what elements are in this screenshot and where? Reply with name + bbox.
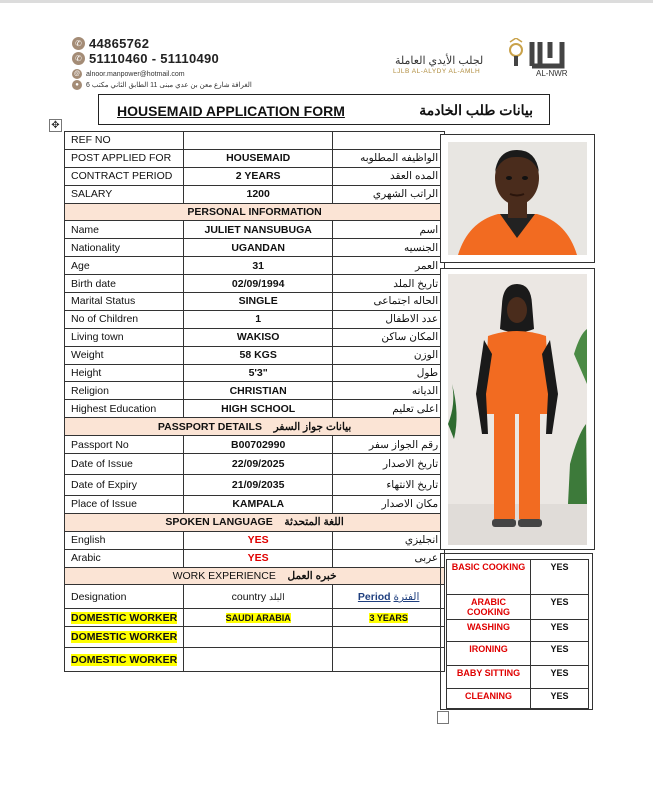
skill-row [447, 689, 589, 709]
resize-handle[interactable] [437, 711, 449, 724]
children-label: No of Children [65, 310, 184, 328]
name-label: Name [65, 221, 184, 239]
expiry-date-label: Date of Expiry [65, 475, 184, 496]
age-value: 31 [184, 257, 333, 275]
salary-label: SALARY [65, 185, 184, 203]
table-row [65, 293, 445, 311]
period-header-arabic: الفترة [393, 590, 420, 603]
skill-name: CLEANING [447, 689, 531, 709]
passport-no-arabic: رقم الجواز سفر [333, 436, 445, 454]
marital-label: Marital Status [65, 293, 184, 311]
logo-english: LJLB AL-ALYDY AL-AMLH [393, 68, 481, 75]
contract-value: 2 YEARS [184, 167, 333, 185]
height-value: 5'3" [184, 364, 333, 382]
experience-period: 3 YEARS [369, 612, 408, 623]
form-title-english: HOUSEMAID APPLICATION FORM [117, 103, 345, 119]
skills-table [446, 559, 589, 709]
skill-value: YES [531, 666, 589, 689]
table-row [65, 275, 445, 293]
email-icon: @ [73, 71, 81, 77]
english-arabic: انجليزي [333, 531, 445, 549]
contract-label: CONTRACT PERIOD [65, 167, 184, 185]
experience-designation: DOMESTIC WORKER [71, 653, 178, 666]
skill-value: YES [531, 595, 589, 620]
skill-name: IRONING [447, 642, 531, 666]
expiry-date-arabic: تاريخ الانتهاء [333, 475, 445, 496]
passport-no-value: B00702990 [184, 436, 333, 454]
section-header-language [65, 513, 445, 531]
table-row [65, 609, 445, 627]
country-header-arabic: البلد [269, 591, 285, 602]
email: alnoor.manpower@hotmail.com [86, 70, 185, 78]
issue-date-value: 22/09/2025 [184, 454, 333, 475]
passport-heading-en: PASSPORT DETAILS [157, 420, 262, 433]
religion-value: CHRISTIAN [184, 382, 333, 400]
issue-date-arabic: تاريخ الاصدار [333, 454, 445, 475]
religion-arabic: الديانه [333, 382, 445, 400]
full-body-photo [448, 274, 587, 545]
email-line [72, 69, 185, 79]
table-row [65, 310, 445, 328]
skill-value: YES [531, 560, 589, 595]
skill-row [447, 666, 589, 689]
nationality-label: Nationality [65, 239, 184, 257]
table-row [65, 257, 445, 275]
table-row [65, 149, 445, 167]
post-label: POST APPLIED FOR [65, 149, 184, 167]
marital-arabic: الحاله اجتماعى [333, 293, 445, 311]
table-row [65, 648, 445, 672]
issue-date-label: Date of Issue [65, 454, 184, 475]
salary-arabic: الراتب الشهري [333, 185, 445, 203]
weight-arabic: الوزن [333, 346, 445, 364]
experience-heading-ar: خبره العمل [287, 570, 337, 583]
town-value: WAKISO [184, 328, 333, 346]
name-arabic: اسم [333, 221, 445, 239]
table-row [65, 185, 445, 203]
passport-heading-ar: بيانات جواز السفر [273, 420, 352, 433]
arabic-value: YES [184, 549, 333, 567]
phone-line-1 [72, 36, 149, 51]
table-row [65, 167, 445, 185]
skill-value: YES [531, 642, 589, 666]
skill-name: BABY SITTING [447, 666, 531, 689]
table-row [65, 364, 445, 382]
religion-label: Religion [65, 382, 184, 400]
experience-country [184, 627, 333, 648]
section-header-personal [65, 203, 445, 221]
experience-country [184, 648, 333, 672]
phone-icon: ✆ [72, 37, 85, 50]
experience-designation: DOMESTIC WORKER [71, 631, 178, 644]
skill-value: YES [531, 689, 589, 709]
skill-name: BASIC COOKING [447, 560, 531, 595]
address-line [72, 80, 252, 90]
skill-row [447, 560, 589, 595]
marital-value: SINGLE [184, 293, 333, 311]
english-label: English [65, 531, 184, 549]
skill-value: YES [531, 620, 589, 642]
height-arabic: طول [333, 364, 445, 382]
skill-row [447, 642, 589, 666]
age-arabic: العمر [333, 257, 445, 275]
expiry-date-value: 21/09/2035 [184, 475, 333, 496]
phone-1: 44865762 [89, 36, 150, 51]
children-arabic: عدد الاطفال [333, 310, 445, 328]
ref-no-arabic [333, 132, 445, 150]
headshot-frame [440, 134, 595, 263]
birth-date-arabic: تاريخ الملد [333, 275, 445, 293]
education-label: Highest Education [65, 400, 184, 418]
place-issue-value: KAMPALA [184, 496, 333, 514]
table-row [65, 585, 445, 609]
weight-value: 58 KGS [184, 346, 333, 364]
name-value: JULIET NANSUBUGA [184, 221, 333, 239]
table-row [65, 475, 445, 496]
page-top-edge [0, 0, 653, 3]
table-row [65, 627, 445, 648]
section-header-experience [65, 567, 445, 585]
birth-date-value: 02/09/1994 [184, 275, 333, 293]
table-row [65, 436, 445, 454]
passport-no-label: Passport No [65, 436, 184, 454]
headshot-photo [448, 142, 587, 255]
phone-line-2 [72, 51, 219, 66]
skill-row [447, 620, 589, 642]
town-arabic: المكان ساكن [333, 328, 445, 346]
town-label: Living town [65, 328, 184, 346]
post-value: HOUSEMAID [184, 149, 333, 167]
form-title-box [98, 94, 550, 125]
table-row [65, 496, 445, 514]
experience-designation: DOMESTIC WORKER [71, 611, 178, 624]
arabic-arabic: عربى [333, 549, 445, 567]
contract-arabic: المده العقد [333, 167, 445, 185]
table-row [65, 132, 445, 150]
table-row [65, 531, 445, 549]
experience-period [333, 648, 445, 672]
height-label: Height [65, 364, 184, 382]
full-body-frame [440, 268, 595, 550]
phone-2: 51110460 - 51110490 [89, 51, 220, 66]
experience-period [333, 627, 445, 648]
period-header: Period [357, 590, 391, 603]
education-arabic: اعلى تعليم [333, 400, 445, 418]
whatsapp-icon: ✆ [72, 52, 85, 65]
ref-no-label: REF NO [65, 132, 184, 150]
weight-label: Weight [65, 346, 184, 364]
skill-name: ARABIC COOKING [447, 595, 531, 620]
arabic-label: Arabic [65, 549, 184, 567]
skill-row [447, 595, 589, 620]
table-row [65, 221, 445, 239]
table-row [65, 454, 445, 475]
nationality-arabic: الجنسيه [333, 239, 445, 257]
section-header-passport [65, 418, 445, 436]
form-title-arabic: بيانات طلب الخادمة [419, 102, 533, 118]
skill-name: WASHING [447, 620, 531, 642]
logo-mark-text: AL-NWR [536, 69, 568, 78]
age-label: Age [65, 257, 184, 275]
experience-heading-en: WORK EXPERIENCE [172, 570, 276, 583]
ref-no-value [184, 132, 333, 150]
experience-country: SAUDI ARABIA [225, 612, 291, 623]
application-table [64, 131, 445, 672]
table-row [65, 239, 445, 257]
education-value: HIGH SCHOOL [184, 400, 333, 418]
table-row [65, 346, 445, 364]
salary-value: 1200 [184, 185, 333, 203]
logo-arabic: لجلب الأيدي العاملة [395, 55, 484, 67]
designation-header: Designation [65, 585, 184, 609]
personal-heading: PERSONAL INFORMATION [65, 203, 445, 221]
address: الغرافة شارع معن بن عدي مبنى 11 الطابق الثاني مكتب 6 [86, 82, 252, 89]
english-value: YES [184, 531, 333, 549]
nationality-value: UGANDAN [184, 239, 333, 257]
post-arabic: الواظيفه المطلوبه [333, 149, 445, 167]
table-row [65, 382, 445, 400]
country-header: country [231, 590, 267, 603]
children-value: 1 [184, 310, 333, 328]
table-move-handle-icon[interactable]: ✥ [49, 119, 62, 132]
birth-date-label: Birth date [65, 275, 184, 293]
table-row [65, 400, 445, 418]
location-icon: ● [72, 80, 82, 90]
place-issue-label: Place of Issue [65, 496, 184, 514]
language-heading-en: SPOKEN LANGUAGE [165, 516, 273, 529]
table-row [65, 549, 445, 567]
place-issue-arabic: مكان الاصدار [333, 496, 445, 514]
table-row [65, 328, 445, 346]
language-heading-ar: اللغة المتحدثة [284, 516, 344, 529]
